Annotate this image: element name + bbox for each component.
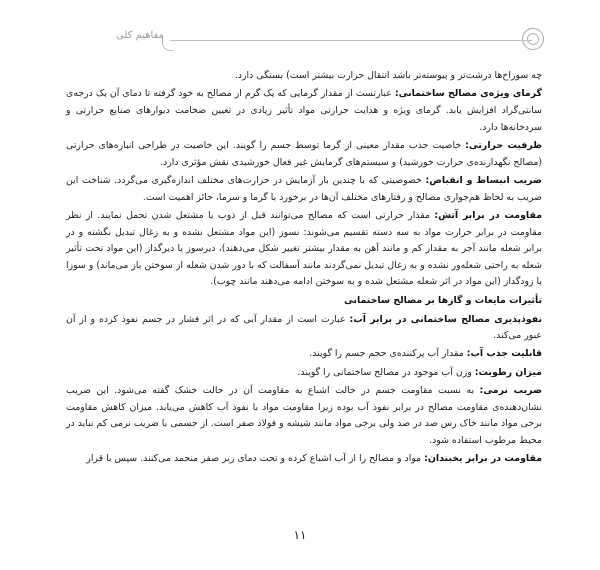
paragraph-text: عبارت است از مقدار آبی که در اثر فشار در جسم نفوذ کرده و از آن عبور می‌کند. xyxy=(66,313,542,342)
term-label: میزان رطوبت: xyxy=(474,366,542,378)
page-number: ۱۱ xyxy=(293,528,307,542)
paragraph xyxy=(66,138,542,171)
paragraph-text: چه سوراخ‌ها درشت‌تر و پیوسته‌تر باشد انتقال حرارت بیشتر است) بستگی دارد. xyxy=(234,70,542,81)
paragraph xyxy=(66,346,542,363)
chapter-title: مفاهیم کلی xyxy=(116,30,164,41)
header-rule xyxy=(170,40,532,41)
paragraph xyxy=(66,208,542,291)
term-label: ضریب انبساط و انقباض: xyxy=(425,174,542,186)
paragraph xyxy=(66,68,542,85)
term-label: مقاومت در برابر آتش: xyxy=(434,209,543,221)
term-label: مقاومت در برابر یخبندان: xyxy=(424,453,542,465)
paragraph-text: خاصیت جذب مقدار معینی از گرما توسط جسم را گویند. این خاصیت در طراحی انباره‌های حرارتی (مصالح نگهدارنده‌ی حرارت خورشید) و سیستم‌های گرمایش غیر فعال خورشیدی نقش مؤثری دارد. xyxy=(66,139,542,168)
emblem-inner-icon xyxy=(527,33,539,45)
term-label: نفوذپذیری مصالح ساختمانی در برابر آب: xyxy=(349,313,543,325)
paragraph-text: خصوصیتی که با چندین بار آزمایش در حرارت‌های مختلف اندازه‌گیری می‌گردد. شناخت این ضریب به لحاظ هم‌جواری مصالح و رفتارهای مختلف آن‌ها در برخورد با گرما و سرما، حائز اهمیت است. xyxy=(66,174,542,203)
body-text xyxy=(66,68,542,470)
paragraph xyxy=(66,451,542,468)
term-label: قابلیت جذب آب: xyxy=(466,348,542,360)
paragraph-text: وزن آب موجود در مصالح ساختمانی را گویند. xyxy=(297,366,475,378)
paragraph-text: به نسبت مقاومت جسم در حالت اشباع به مقاومت آن در حالت خشک گفته می‌شود. این ضریب نشان‌دهنده‌ی مقاومت مصالح در برابر نفوذ آب بوده زیرا مقاومت مواد با نفوذ آب کاهش می‌یابد. میزان کاهش مقاومت برخی مواد مانند خاک رس صد در صد ولی برخی مواد مانند شیشه و فولاد صفر است. از جسمی با ضریب نرمی کم نباید در محیط مرطوب استفاده شود. xyxy=(66,385,542,447)
paragraph-text: مقدار حرارتی است که مصالح می‌توانند قبل از ذوب یا مشتعل شدن تحمل نمایند. از نظر مقاومت در برابر حرارت مواد به سه دسته تقسیم می‌شوند: نسوز (این مواد مشتعل نشده و به زغال تبدیل نگشته و در برابر شعله مانند آجر به مقدار کم و مانند آهن به مقدار بیشتر تغییر شکل می‌دهند)، دیرسوز یا دیرگداز (این مواد تحت تأثیر شعله به راحتی شعله‌ور نشده و به زغال تبدیل نمی‌گردند مانند آسفالت که با دور شدن شعله از سوختن باز می‌ماند) و سوزا یا زودگداز (این مواد در اثر شعله مشتعل شده و به سوختن ادامه می‌دهند مانند چوب). xyxy=(66,209,542,288)
paragraph xyxy=(66,173,542,206)
paragraph xyxy=(66,86,542,136)
paragraph xyxy=(66,383,542,449)
page-header xyxy=(0,28,600,58)
section-heading: تأثیرات مایعات و گازها بر مصالح ساختمانی xyxy=(343,294,542,306)
paragraph-text: عبارتست از مقدار گرمایی که یک گرم از مصالح به خود گرفته تا دمای آن یک درجه‌ی سانتی‌گراد افزایش یابد. گرمای ویژه و هدایت حرارتی مواد تأثیر زیادی در تعیین ضخامت دیوارهای صنایع حرارتی و سردخانه‌ها دارد. xyxy=(66,88,542,133)
term-label: ضریب نرمی: xyxy=(479,385,542,397)
paragraph xyxy=(66,312,542,345)
term-label: ظرفیت حرارتی: xyxy=(465,139,542,151)
paragraph-text: مواد و مصالح را از آب اشباع کرده و تحت دمای زیر صفر منجمد می‌کنند. سپس با قرار xyxy=(86,453,425,465)
paragraph-text: مقدار آب پرکننده‌ی حجم جسم را گویند. xyxy=(309,348,467,360)
paragraph xyxy=(66,365,542,382)
emblem-icon xyxy=(522,28,544,50)
term-label: گرمای ویژه‌ی مصالح ساختمانی: xyxy=(394,88,542,100)
